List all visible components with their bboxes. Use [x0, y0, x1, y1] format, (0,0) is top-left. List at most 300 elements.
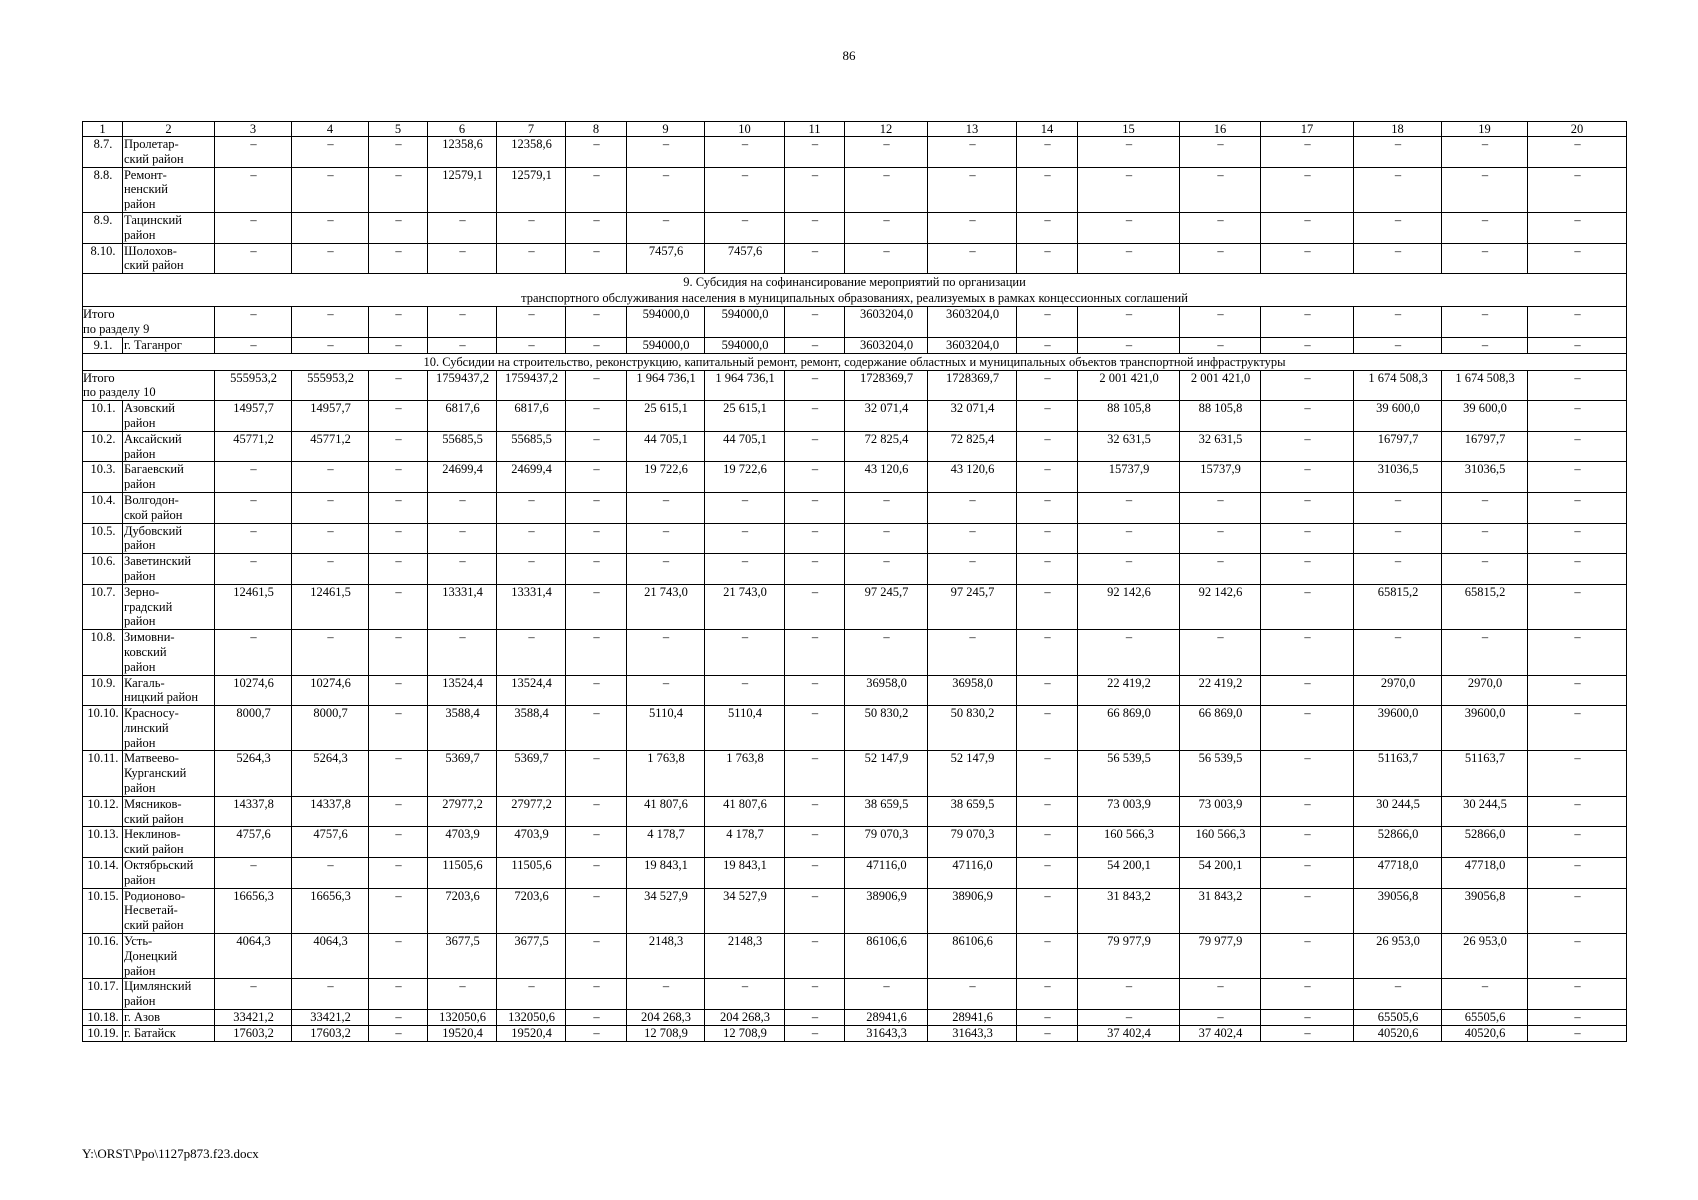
value-cell: 19 843,1	[705, 858, 785, 889]
value-cell: –	[215, 858, 292, 889]
column-header: 2	[123, 122, 215, 137]
value-cell: 1728369,7	[845, 370, 928, 401]
value-cell: 32 631,5	[1078, 431, 1180, 462]
row-number: 10.15.	[83, 888, 123, 933]
column-header: 5	[369, 122, 428, 137]
total-row	[83, 370, 1627, 401]
value-cell: –	[1528, 979, 1627, 1010]
value-cell: –	[785, 1025, 845, 1041]
value-cell: –	[369, 431, 428, 462]
value-cell: –	[566, 675, 627, 706]
value-cell: –	[627, 137, 705, 168]
value-cell: 50 830,2	[845, 706, 928, 751]
value-cell: 5369,7	[428, 751, 497, 796]
value-cell: 32 071,4	[845, 401, 928, 432]
value-cell: –	[627, 554, 705, 585]
value-cell: –	[369, 462, 428, 493]
row-name: Дубовский район	[123, 523, 215, 554]
value-cell: 5110,4	[627, 706, 705, 751]
value-cell: –	[1354, 337, 1442, 353]
value-cell: 13524,4	[497, 675, 566, 706]
value-cell: 17603,2	[292, 1025, 369, 1041]
column-header: 16	[1180, 122, 1261, 137]
value-cell: 7203,6	[428, 888, 497, 933]
value-cell: –	[1354, 243, 1442, 274]
value-cell: 12461,5	[215, 584, 292, 629]
value-cell: –	[1017, 337, 1078, 353]
value-cell: 25 615,1	[627, 401, 705, 432]
value-cell: –	[1017, 1010, 1078, 1026]
value-cell: –	[566, 307, 627, 338]
section-heading-row	[83, 353, 1627, 370]
value-cell: 72 825,4	[928, 431, 1017, 462]
value-cell: –	[428, 307, 497, 338]
value-cell: –	[292, 523, 369, 554]
value-cell: 79 977,9	[1180, 934, 1261, 979]
value-cell: –	[1354, 554, 1442, 585]
value-cell: –	[785, 307, 845, 338]
value-cell: –	[1017, 584, 1078, 629]
column-header: 11	[785, 122, 845, 137]
column-header: 12	[845, 122, 928, 137]
value-cell: –	[215, 630, 292, 675]
value-cell: 38906,9	[845, 888, 928, 933]
value-cell: –	[1261, 554, 1354, 585]
value-cell: –	[785, 979, 845, 1010]
table-row	[83, 934, 1627, 979]
value-cell: –	[1180, 167, 1261, 212]
table-row	[83, 167, 1627, 212]
value-cell: –	[1442, 979, 1528, 1010]
value-cell: –	[292, 492, 369, 523]
value-cell: 65815,2	[1442, 584, 1528, 629]
value-cell: 204 268,3	[705, 1010, 785, 1026]
value-cell: 16656,3	[292, 888, 369, 933]
value-cell: 15737,9	[1180, 462, 1261, 493]
value-cell: –	[1442, 212, 1528, 243]
value-cell: –	[1017, 167, 1078, 212]
column-header: 6	[428, 122, 497, 137]
value-cell: –	[785, 751, 845, 796]
value-cell: 11505,6	[497, 858, 566, 889]
value-cell: 86106,6	[845, 934, 928, 979]
row-number: 10.18.	[83, 1010, 123, 1026]
value-cell: 39600,0	[1442, 706, 1528, 751]
value-cell: –	[1017, 462, 1078, 493]
value-cell: –	[1017, 431, 1078, 462]
value-cell: –	[566, 401, 627, 432]
value-cell: 73 003,9	[1180, 796, 1261, 827]
row-number: 8.10.	[83, 243, 123, 274]
value-cell: –	[785, 401, 845, 432]
value-cell: –	[497, 212, 566, 243]
row-name: Шолохов- ский район	[123, 243, 215, 274]
column-header: 13	[928, 122, 1017, 137]
value-cell: 21 743,0	[705, 584, 785, 629]
value-cell: –	[845, 212, 928, 243]
value-cell: –	[705, 167, 785, 212]
row-name: Мясников- ский район	[123, 796, 215, 827]
value-cell: 3677,5	[497, 934, 566, 979]
value-cell: –	[566, 630, 627, 675]
value-cell: –	[566, 212, 627, 243]
table-row	[83, 827, 1627, 858]
row-name: г. Азов	[123, 1010, 215, 1026]
value-cell: 30 244,5	[1442, 796, 1528, 827]
value-cell: –	[369, 212, 428, 243]
value-cell: 52866,0	[1442, 827, 1528, 858]
value-cell: 45771,2	[215, 431, 292, 462]
value-cell: –	[1528, 337, 1627, 353]
value-cell: 92 142,6	[1078, 584, 1180, 629]
value-cell: –	[1078, 979, 1180, 1010]
value-cell: –	[1261, 675, 1354, 706]
value-cell: –	[705, 979, 785, 1010]
value-cell: –	[1261, 827, 1354, 858]
value-cell: 12461,5	[292, 584, 369, 629]
value-cell: 28941,6	[845, 1010, 928, 1026]
value-cell: –	[785, 934, 845, 979]
value-cell: –	[785, 584, 845, 629]
value-cell: 34 527,9	[705, 888, 785, 933]
value-cell: 86106,6	[928, 934, 1017, 979]
value-cell: 39600,0	[1354, 706, 1442, 751]
value-cell: 6817,6	[428, 401, 497, 432]
value-cell: –	[928, 554, 1017, 585]
row-name: Неклинов- ский район	[123, 827, 215, 858]
value-cell: 8000,7	[292, 706, 369, 751]
section-heading: 10. Субсидии на строительство, реконструкцию, капитальный ремонт, ремонт, содержание областных и муниципальных объектов транспортной инфраструктуры	[83, 353, 1627, 370]
value-cell: –	[369, 751, 428, 796]
value-cell: 7457,6	[705, 243, 785, 274]
value-cell: –	[1354, 212, 1442, 243]
value-cell: –	[292, 554, 369, 585]
row-name: Зимовни- ковский район	[123, 630, 215, 675]
value-cell: 14957,7	[215, 401, 292, 432]
value-cell: 19520,4	[428, 1025, 497, 1041]
table-row	[83, 979, 1627, 1010]
value-cell: –	[1017, 934, 1078, 979]
value-cell: –	[1261, 137, 1354, 168]
value-cell: –	[627, 523, 705, 554]
value-cell: –	[566, 934, 627, 979]
value-cell: –	[705, 554, 785, 585]
value-cell: 19 722,6	[627, 462, 705, 493]
value-cell: –	[1528, 706, 1627, 751]
value-cell: –	[785, 630, 845, 675]
value-cell: –	[1017, 370, 1078, 401]
value-cell: 39056,8	[1354, 888, 1442, 933]
row-number: 10.7.	[83, 584, 123, 629]
value-cell: –	[928, 523, 1017, 554]
value-cell: 2 001 421,0	[1180, 370, 1261, 401]
column-header: 20	[1528, 122, 1627, 137]
value-cell: –	[1528, 462, 1627, 493]
total-label: Итого по разделу 9	[83, 307, 215, 338]
value-cell: –	[627, 212, 705, 243]
value-cell: 2 001 421,0	[1078, 370, 1180, 401]
value-cell: 65815,2	[1354, 584, 1442, 629]
value-cell: –	[705, 523, 785, 554]
value-cell: –	[785, 675, 845, 706]
value-cell: –	[215, 337, 292, 353]
value-cell: 12 708,9	[627, 1025, 705, 1041]
value-cell: 31 843,2	[1180, 888, 1261, 933]
row-name: г. Батайск	[123, 1025, 215, 1041]
value-cell: 22 419,2	[1180, 675, 1261, 706]
value-cell: –	[1442, 492, 1528, 523]
value-cell: –	[1017, 630, 1078, 675]
value-cell: 1 674 508,3	[1354, 370, 1442, 401]
value-cell: –	[428, 979, 497, 1010]
value-cell: –	[928, 492, 1017, 523]
value-cell: –	[1078, 523, 1180, 554]
value-cell: –	[627, 167, 705, 212]
value-cell: –	[369, 370, 428, 401]
row-number: 10.19.	[83, 1025, 123, 1041]
value-cell: –	[1528, 1010, 1627, 1026]
value-cell: 51163,7	[1354, 751, 1442, 796]
value-cell: –	[292, 137, 369, 168]
value-cell: –	[1261, 492, 1354, 523]
value-cell: –	[497, 979, 566, 1010]
value-cell: –	[785, 167, 845, 212]
value-cell: 92 142,6	[1180, 584, 1261, 629]
value-cell: 51163,7	[1442, 751, 1528, 796]
value-cell: 33421,2	[215, 1010, 292, 1026]
value-cell: 16797,7	[1442, 431, 1528, 462]
value-cell: –	[369, 630, 428, 675]
value-cell: –	[369, 796, 428, 827]
value-cell: –	[705, 630, 785, 675]
value-cell: –	[292, 462, 369, 493]
value-cell: 19 843,1	[627, 858, 705, 889]
value-cell: 555953,2	[292, 370, 369, 401]
value-cell: –	[497, 492, 566, 523]
value-cell: –	[928, 243, 1017, 274]
value-cell: 1 763,8	[705, 751, 785, 796]
row-name: Матвеево- Курганский район	[123, 751, 215, 796]
row-number: 10.14.	[83, 858, 123, 889]
value-cell: 56 539,5	[1180, 751, 1261, 796]
value-cell: 32 631,5	[1180, 431, 1261, 462]
column-header: 8	[566, 122, 627, 137]
value-cell: –	[566, 979, 627, 1010]
value-cell: 5264,3	[292, 751, 369, 796]
table-row	[83, 796, 1627, 827]
value-cell: 40520,6	[1354, 1025, 1442, 1041]
value-cell: –	[1528, 523, 1627, 554]
value-cell: –	[1261, 934, 1354, 979]
value-cell: –	[1180, 243, 1261, 274]
value-cell: 1 964 736,1	[627, 370, 705, 401]
value-cell: –	[1180, 630, 1261, 675]
value-cell: 1759437,2	[497, 370, 566, 401]
section-heading-row	[83, 274, 1627, 307]
value-cell: 3588,4	[497, 706, 566, 751]
value-cell: –	[1442, 137, 1528, 168]
value-cell: –	[1528, 370, 1627, 401]
value-cell: 34 527,9	[627, 888, 705, 933]
value-cell: 11505,6	[428, 858, 497, 889]
value-cell: –	[1261, 167, 1354, 212]
value-cell: –	[1017, 307, 1078, 338]
value-cell: 4757,6	[215, 827, 292, 858]
table-row	[83, 492, 1627, 523]
value-cell: 24699,4	[497, 462, 566, 493]
value-cell: –	[627, 675, 705, 706]
column-header: 15	[1078, 122, 1180, 137]
table-header-row	[83, 122, 1627, 137]
row-name: Заветинский район	[123, 554, 215, 585]
table-row	[83, 212, 1627, 243]
value-cell: –	[1180, 554, 1261, 585]
value-cell: –	[845, 243, 928, 274]
value-cell: 12 708,9	[705, 1025, 785, 1041]
value-cell: 132050,6	[497, 1010, 566, 1026]
value-cell: –	[566, 492, 627, 523]
value-cell: –	[1078, 167, 1180, 212]
value-cell: –	[785, 796, 845, 827]
value-cell: 65505,6	[1442, 1010, 1528, 1026]
value-cell: –	[369, 858, 428, 889]
value-cell: –	[566, 137, 627, 168]
value-cell: –	[928, 630, 1017, 675]
value-cell: 1759437,2	[428, 370, 497, 401]
value-cell: –	[1261, 630, 1354, 675]
value-cell: –	[1442, 523, 1528, 554]
table-row	[83, 554, 1627, 585]
value-cell: 45771,2	[292, 431, 369, 462]
row-name: Кагаль- ницкий район	[123, 675, 215, 706]
value-cell: –	[369, 1010, 428, 1026]
value-cell: –	[785, 1010, 845, 1026]
value-cell: –	[845, 979, 928, 1010]
value-cell: –	[497, 307, 566, 338]
value-cell: 16797,7	[1354, 431, 1442, 462]
value-cell: –	[1261, 979, 1354, 1010]
value-cell: –	[369, 706, 428, 751]
value-cell: 43 120,6	[845, 462, 928, 493]
column-header: 9	[627, 122, 705, 137]
value-cell: 47718,0	[1442, 858, 1528, 889]
value-cell: –	[1180, 523, 1261, 554]
value-cell: –	[928, 167, 1017, 212]
value-cell: –	[1017, 401, 1078, 432]
row-number: 10.1.	[83, 401, 123, 432]
value-cell: –	[292, 337, 369, 353]
value-cell: 47116,0	[928, 858, 1017, 889]
value-cell: –	[369, 827, 428, 858]
value-cell: 47718,0	[1354, 858, 1442, 889]
value-cell: 79 070,3	[845, 827, 928, 858]
value-cell: –	[1017, 827, 1078, 858]
table-row	[83, 584, 1627, 629]
value-cell: 40520,6	[1442, 1025, 1528, 1041]
value-cell: –	[1528, 307, 1627, 338]
value-cell: –	[292, 243, 369, 274]
column-header: 3	[215, 122, 292, 137]
value-cell: 38 659,5	[845, 796, 928, 827]
value-cell: –	[1017, 706, 1078, 751]
total-label: Итого по разделу 10	[83, 370, 215, 401]
value-cell: –	[566, 462, 627, 493]
value-cell: 3588,4	[428, 706, 497, 751]
value-cell: –	[705, 137, 785, 168]
row-name: Волгодон- ской район	[123, 492, 215, 523]
value-cell: –	[566, 337, 627, 353]
value-cell: –	[1261, 401, 1354, 432]
value-cell: –	[1261, 337, 1354, 353]
value-cell: –	[215, 979, 292, 1010]
value-cell: 41 807,6	[627, 796, 705, 827]
value-cell: –	[1528, 796, 1627, 827]
column-header: 18	[1354, 122, 1442, 137]
value-cell: 47116,0	[845, 858, 928, 889]
value-cell: –	[428, 492, 497, 523]
value-cell: 31643,3	[928, 1025, 1017, 1041]
value-cell: –	[1261, 584, 1354, 629]
value-cell: –	[566, 243, 627, 274]
value-cell: 88 105,8	[1180, 401, 1261, 432]
value-cell: 66 869,0	[1078, 706, 1180, 751]
value-cell: –	[1017, 675, 1078, 706]
value-cell: –	[1528, 630, 1627, 675]
value-cell: –	[1528, 212, 1627, 243]
value-cell: –	[1078, 307, 1180, 338]
value-cell: –	[785, 554, 845, 585]
value-cell: –	[785, 706, 845, 751]
value-cell: –	[1078, 630, 1180, 675]
value-cell: –	[369, 888, 428, 933]
value-cell: 39 600,0	[1354, 401, 1442, 432]
value-cell: –	[215, 462, 292, 493]
value-cell: 19 722,6	[705, 462, 785, 493]
value-cell: –	[292, 167, 369, 212]
value-cell: –	[1528, 675, 1627, 706]
value-cell: –	[369, 979, 428, 1010]
total-row	[83, 307, 1627, 338]
value-cell: –	[928, 979, 1017, 1010]
section-heading: 9. Субсидия на софинансирование мероприятий по организации транспортного обслуживания населения в муниципальных образованиях, реализуемых в рамках концессионных соглашений	[83, 274, 1627, 307]
value-cell: 2970,0	[1354, 675, 1442, 706]
table-row	[83, 431, 1627, 462]
value-cell: –	[566, 523, 627, 554]
value-cell: 32 071,4	[928, 401, 1017, 432]
value-cell: 27977,2	[497, 796, 566, 827]
row-number: 10.3.	[83, 462, 123, 493]
value-cell: –	[292, 630, 369, 675]
value-cell: –	[627, 630, 705, 675]
value-cell: –	[1528, 401, 1627, 432]
value-cell: –	[497, 523, 566, 554]
value-cell: –	[566, 796, 627, 827]
value-cell: 594000,0	[627, 337, 705, 353]
value-cell: –	[1528, 858, 1627, 889]
value-cell: –	[566, 706, 627, 751]
value-cell: –	[1078, 492, 1180, 523]
value-cell: 55685,5	[428, 431, 497, 462]
value-cell: 5369,7	[497, 751, 566, 796]
value-cell: 3603204,0	[845, 337, 928, 353]
row-name: Красносу- линский район	[123, 706, 215, 751]
value-cell: –	[785, 431, 845, 462]
value-cell: 3677,5	[428, 934, 497, 979]
row-name: Усть- Донецкий район	[123, 934, 215, 979]
value-cell: 1 674 508,3	[1442, 370, 1528, 401]
table-row	[83, 751, 1627, 796]
page-number: 86	[842, 48, 856, 63]
